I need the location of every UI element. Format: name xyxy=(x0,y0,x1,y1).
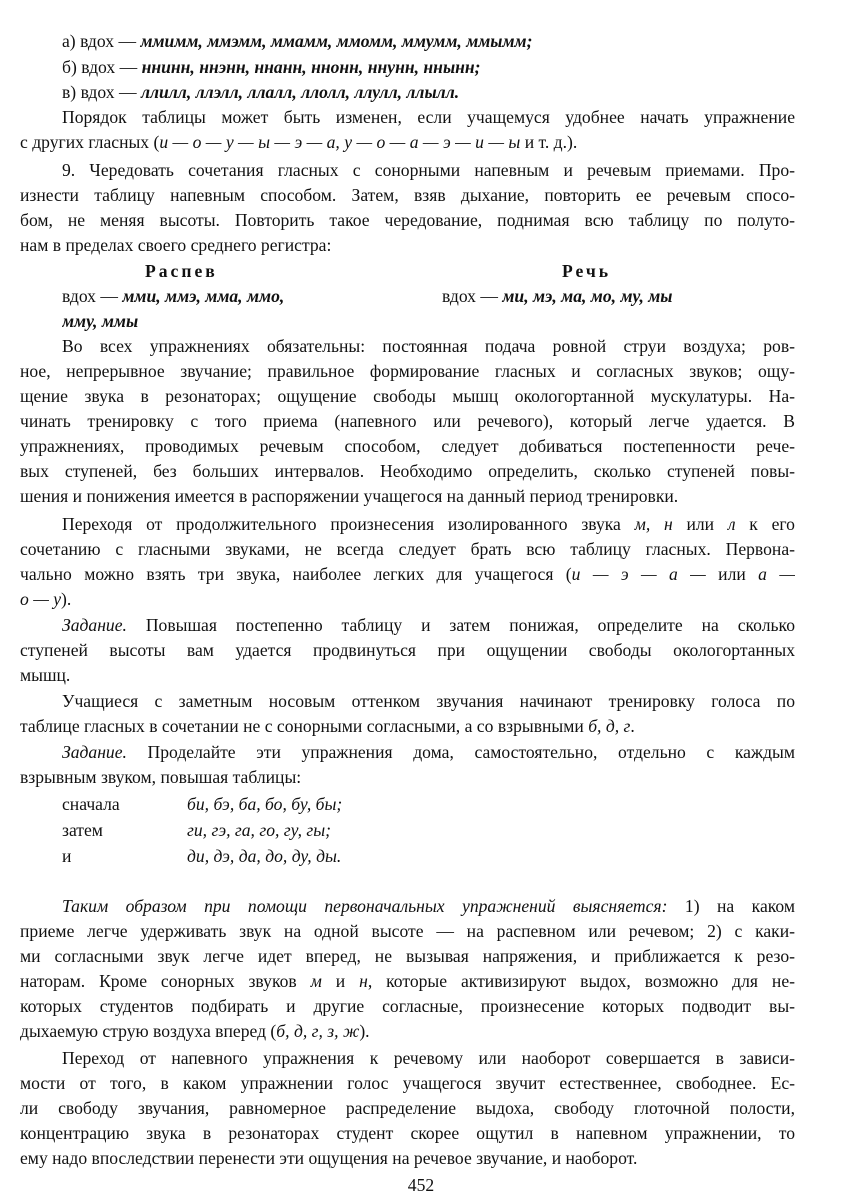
paragraph-line: 9. Чередовать сочетания гласных с сонорными напевным и речевым приемами. Про- xyxy=(62,160,795,180)
exercise-line-raspev: вдох — мми, ммэ, мма, ммо, xyxy=(62,286,285,306)
paragraph-line: Таким образом при помощи первоначальных упражнений выясняется: 1) на каком xyxy=(62,896,795,916)
column-heading-rech: Речь xyxy=(562,261,612,281)
syllable-row-label: сначала xyxy=(62,794,120,814)
paragraph-line: концентрацию звука в резонаторах студент скорее ощутил в напевном упражнении, то xyxy=(20,1123,795,1143)
paragraph-line: мости от того, в каком упражнении голос учащегося звучит естественнее, свободнее. Ес- xyxy=(20,1073,795,1093)
paragraph-line: бом, не меняя высоты. Повторить такое чередование, поднимая всю таблицу по полуто- xyxy=(20,210,795,230)
paragraph-line: вых ступеней, без больших интервалов. Необходимо определить, сколько ступеней повы- xyxy=(20,461,795,481)
task-line: ступеней высоты вам удается продвинуться при ощущении свободы окологортанных xyxy=(20,640,795,660)
paragraph-line: шения и понижения имеется в распоряжении учащегося на данный период тренировки. xyxy=(20,486,679,506)
syllable-row-label: затем xyxy=(62,820,103,840)
exercise-line-raspev-cont: мму, ммы xyxy=(62,311,139,331)
paragraph-line: ли свободу звучания, равномерное распределение выдоха, свободу глоточной полости, xyxy=(20,1098,795,1118)
paragraph-line: наторам. Кроме сонорных звуков м и н, которые активизируют выдох, возможно для не- xyxy=(20,971,795,991)
paragraph-line: Во всех упражнениях обязательны: постоянная подача ровной струи воздуха; ров- xyxy=(62,336,795,356)
paragraph-line: дыхаемую струю воздуха вперед (б, д, г, з, ж). xyxy=(20,1021,370,1041)
exercise-line-v: в) вдох — ллилл, ллэлл, ллалл, ллолл, ллулл, ллылл. xyxy=(62,82,460,102)
paragraph-line: Учащиеся с заметным носовым оттенком звучания начинают тренировку голоса по xyxy=(62,691,795,711)
syllable-row-values: ди, дэ, да, до, ду, ды. xyxy=(187,846,342,866)
task-line: Задание. Проделайте эти упражнения дома, самостоятельно, отдельно с каждым xyxy=(62,742,795,762)
paragraph-line: нам в пределах своего среднего регистра: xyxy=(20,235,332,255)
syllable-row-values: би, бэ, ба, бо, бу, бы; xyxy=(187,794,343,814)
task-line: Задание. Повышая постепенно таблицу и затем понижая, определите на сколько xyxy=(62,615,795,635)
paragraph-line: упражнениях, проводимых речевым способом, следует добиваться постепенности рече- xyxy=(20,436,795,456)
paragraph-line: Переход от напевного упражнения к речевому или наоборот совершается в зависи- xyxy=(62,1048,795,1068)
paragraph-line: ное, непрерывное звучание; правильное формирование гласных и согласных звуков; ощу- xyxy=(20,361,795,381)
exercise-line-rech: вдох — ми, мэ, ма, мо, му, мы xyxy=(442,286,673,306)
paragraph-line: ми согласными звук легче идет вперед, не вызывая напряжения, и приближается к резо- xyxy=(20,946,795,966)
column-heading-raspev: Распев xyxy=(145,261,218,281)
paragraph-line: сочетанию с гласными звуками, не всегда следует брать всю таблицу гласных. Первона- xyxy=(20,539,795,559)
paragraph-line: с других гласных (и — о — у — ы — э — а, у — о — а — э — и — ы и т. д.). xyxy=(20,132,578,152)
exercise-line-a: а) вдох — ммимм, ммэмм, ммамм, ммомм, ммумм, ммымм; xyxy=(62,31,533,51)
paragraph-line: Переходя от продолжительного произнесения изолированного звука м, н или л к его xyxy=(62,514,795,534)
paragraph-line: щение звука в резонаторах; ощущение свободы мышц окологортанной мускулатуры. На- xyxy=(20,386,795,406)
paragraph-line: чинать тренировку с того приема (напевного или речевого), который легче удается. В xyxy=(20,411,795,431)
paragraph-line: таблице гласных в сочетании не с сонорными согласными, а со взрывными б, д, г. xyxy=(20,716,635,736)
task-line: взрывным звуком, повышая таблицы: xyxy=(20,767,302,787)
paragraph-line: о — у). xyxy=(20,589,72,609)
exercise-line-b: б) вдох — ннинн, ннэнн, ннанн, ннонн, ннунн, ннынн; xyxy=(62,57,481,77)
page-number: 452 xyxy=(407,1175,435,1195)
paragraph-line: изнести таблицу напевным способом. Затем, взяв дыхание, повторить ее речевым спосо- xyxy=(20,185,795,205)
syllable-row-values: ги, гэ, га, го, гу, гы; xyxy=(187,820,332,840)
syllable-row-label: и xyxy=(62,846,72,866)
paragraph-line: Порядок таблицы может быть изменен, если учащемуся удобнее начать упражнение xyxy=(62,107,795,127)
paragraph-line: ему надо впоследствии перенести эти ощущения на речевое звучание, и наоборот. xyxy=(20,1148,638,1168)
paragraph-line: которых студентов подбирать и другие согласные, произнесение которых подводит вы- xyxy=(20,996,795,1016)
paragraph-line: приеме легче удерживать звук на одной высоте — на распевном или речевом; 2) с каки- xyxy=(20,921,795,941)
task-line: мышц. xyxy=(20,665,71,685)
paragraph-line: чально можно взять три звука, наиболее легких для учащегося (и — э — а — или а — xyxy=(20,564,795,584)
